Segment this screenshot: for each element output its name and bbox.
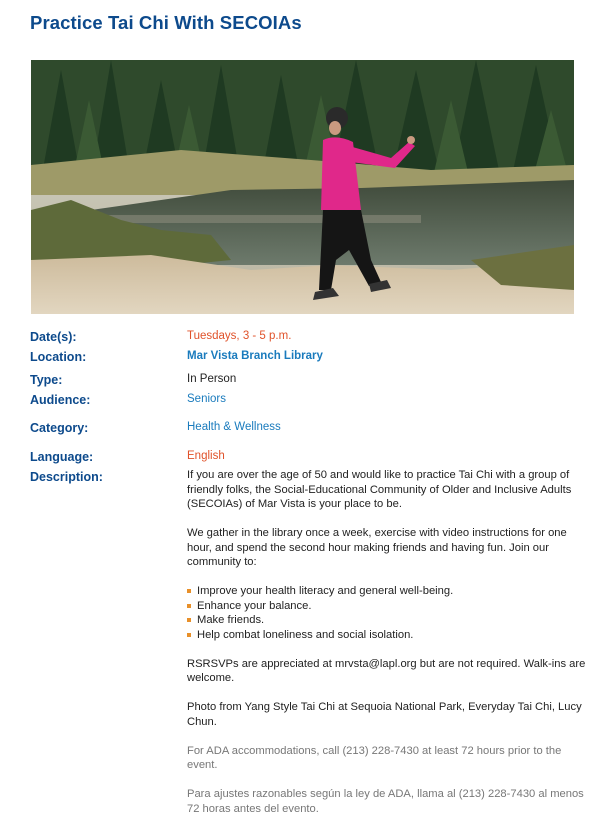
description-label: Description: [30, 470, 103, 484]
language-label: Language: [30, 450, 94, 464]
event-photo [31, 60, 574, 314]
description-intro: If you are over the age of 50 and would like to practice Tai Chi with a group of friendly folks, the Social-Educational Community of Older and Inclusive Adults (SECOIAs) of Mar Vista is your place to be. [187, 469, 572, 510]
type-value: In Person [187, 373, 237, 385]
list-item: Make friends. [187, 613, 587, 628]
benefits-list [187, 584, 587, 642]
dates-label: Date(s): [30, 330, 77, 344]
page-title: Practice Tai Chi With SECOIAs [30, 12, 302, 33]
location-label: Location: [30, 350, 87, 364]
audience-label: Audience: [30, 393, 91, 407]
category-label: Category: [30, 421, 89, 435]
category-link[interactable]: Health & Wellness [187, 421, 281, 433]
location-link[interactable]: Mar Vista Branch Library [187, 350, 323, 362]
ada-note-english: For ADA accommodations, call (213) 228-7430 at least 72 hours prior to the event. [187, 744, 562, 771]
list-item: Enhance your balance. [187, 599, 587, 614]
dates-value: Tuesdays, 3 - 5 p.m. [187, 330, 292, 342]
list-item: Help combat loneliness and social isolation. [187, 628, 587, 643]
list-item: Improve your health literacy and general well-being. [187, 584, 587, 599]
ada-note-spanish: Para ajustes razonables según la ley de ADA, llama al (213) 228-7430 al menos 72 horas antes del evento. [187, 788, 584, 815]
description-schedule: We gather in the library once a week, exercise with video instructions for one hour, and spend the second hour making friends and having fun. Join our community to: [187, 527, 567, 568]
type-label: Type: [30, 373, 63, 387]
photo-credit: Photo from Yang Style Tai Chi at Sequoia National Park, Everyday Tai Chi, Lucy Chun. [187, 701, 582, 728]
rsvp-note: RSRSVPs are appreciated at mrvsta@lapl.org but are not required. Walk-ins are welcome. [187, 657, 586, 684]
description-body [187, 468, 587, 831]
language-value: English [187, 450, 225, 462]
audience-link[interactable]: Seniors [187, 393, 226, 405]
